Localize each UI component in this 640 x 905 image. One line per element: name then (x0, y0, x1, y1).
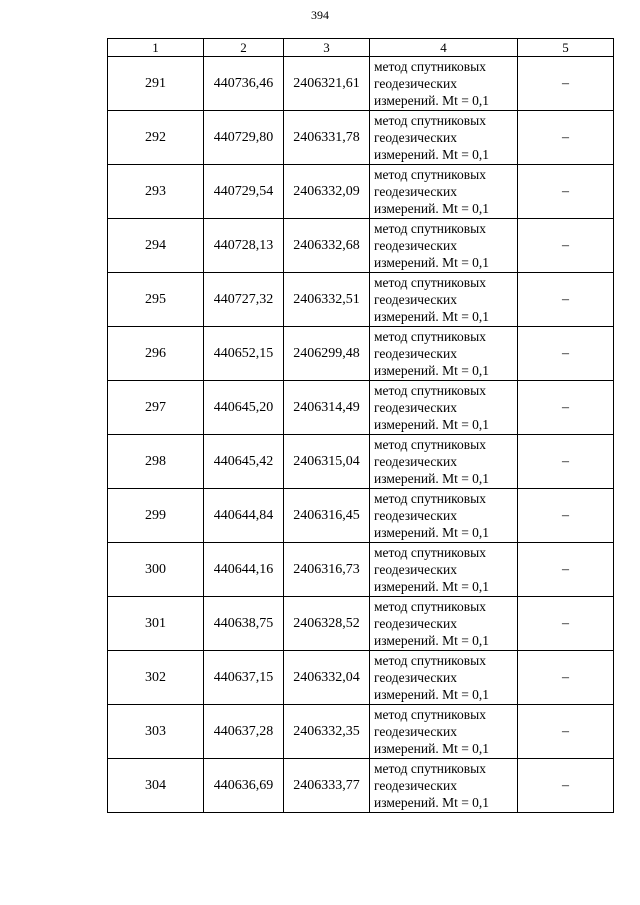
table-row (108, 57, 614, 111)
method-text-line: метод спутниковых (374, 329, 486, 344)
method-text-line: метод спутниковых (374, 707, 486, 722)
method-text-line: метод спутниковых (374, 491, 486, 506)
table-header (108, 39, 614, 57)
point-number-cell: 292 (108, 111, 204, 165)
method-text-line: метод спутниковых (374, 599, 486, 614)
table-row (108, 435, 614, 489)
y-coordinate-cell: 2406315,04 (284, 435, 370, 489)
y-coordinate-cell: 2406332,35 (284, 705, 370, 759)
y-coordinate-cell: 2406331,78 (284, 111, 370, 165)
table-row (108, 381, 614, 435)
method-cell (370, 597, 518, 651)
coordinates-table (107, 38, 614, 813)
method-text-line: геодезических (374, 238, 457, 253)
method-text-line: геодезических (374, 724, 457, 739)
method-cell (370, 57, 518, 111)
column-5-cell: – (518, 435, 614, 489)
method-text-line: измерений. Mt = 0,1 (374, 363, 490, 378)
method-text-line: метод спутниковых (374, 761, 486, 776)
x-coordinate-cell: 440638,75 (204, 597, 284, 651)
point-number-cell: 295 (108, 273, 204, 327)
header-col-1: 1 (108, 39, 204, 57)
column-5-cell: – (518, 57, 614, 111)
column-5-cell: – (518, 165, 614, 219)
method-cell (370, 489, 518, 543)
method-text-line: геодезических (374, 130, 457, 145)
y-coordinate-cell: 2406316,45 (284, 489, 370, 543)
column-5-cell: – (518, 327, 614, 381)
method-text-line: метод спутниковых (374, 437, 486, 452)
column-5-cell: – (518, 273, 614, 327)
method-text-line: геодезических (374, 292, 457, 307)
point-number-cell: 291 (108, 57, 204, 111)
table-row (108, 759, 614, 813)
method-cell (370, 381, 518, 435)
method-text-line: измерений. Mt = 0,1 (374, 795, 490, 810)
page-number: 394 (311, 8, 329, 22)
x-coordinate-cell: 440645,42 (204, 435, 284, 489)
table-row (108, 219, 614, 273)
method-cell (370, 543, 518, 597)
method-cell (370, 705, 518, 759)
point-number-cell: 302 (108, 651, 204, 705)
method-text-line: метод спутниковых (374, 113, 486, 128)
method-text-line: измерений. Mt = 0,1 (374, 309, 490, 324)
method-cell (370, 435, 518, 489)
method-text-line: геодезических (374, 184, 457, 199)
x-coordinate-cell: 440637,28 (204, 705, 284, 759)
method-text-line: геодезических (374, 778, 457, 793)
y-coordinate-cell: 2406333,77 (284, 759, 370, 813)
method-cell (370, 111, 518, 165)
y-coordinate-cell: 2406332,51 (284, 273, 370, 327)
table-row (108, 273, 614, 327)
y-coordinate-cell: 2406332,09 (284, 165, 370, 219)
point-number-cell: 304 (108, 759, 204, 813)
method-cell (370, 165, 518, 219)
x-coordinate-cell: 440644,84 (204, 489, 284, 543)
column-5-cell: – (518, 381, 614, 435)
point-number-cell: 298 (108, 435, 204, 489)
y-coordinate-cell: 2406321,61 (284, 57, 370, 111)
method-cell (370, 651, 518, 705)
method-text-line: геодезических (374, 400, 457, 415)
x-coordinate-cell: 440637,15 (204, 651, 284, 705)
method-text-line: измерений. Mt = 0,1 (374, 633, 490, 648)
column-5-cell: – (518, 705, 614, 759)
table-row (108, 651, 614, 705)
column-5-cell: – (518, 543, 614, 597)
x-coordinate-cell: 440652,15 (204, 327, 284, 381)
method-text-line: геодезических (374, 670, 457, 685)
method-text-line: метод спутниковых (374, 59, 486, 74)
x-coordinate-cell: 440636,69 (204, 759, 284, 813)
method-text-line: геодезических (374, 508, 457, 523)
table-row (108, 705, 614, 759)
method-cell (370, 327, 518, 381)
method-text-line: измерений. Mt = 0,1 (374, 147, 490, 162)
x-coordinate-cell: 440729,80 (204, 111, 284, 165)
y-coordinate-cell: 2406328,52 (284, 597, 370, 651)
x-coordinate-cell: 440728,13 (204, 219, 284, 273)
method-text-line: измерений. Mt = 0,1 (374, 93, 490, 108)
method-text-line: измерений. Mt = 0,1 (374, 201, 490, 216)
header-row (108, 39, 614, 57)
point-number-cell: 297 (108, 381, 204, 435)
x-coordinate-cell: 440727,32 (204, 273, 284, 327)
method-text-line: измерений. Mt = 0,1 (374, 417, 490, 432)
table-row (108, 543, 614, 597)
y-coordinate-cell: 2406314,49 (284, 381, 370, 435)
column-5-cell: – (518, 759, 614, 813)
point-number-cell: 293 (108, 165, 204, 219)
table-body (108, 57, 614, 813)
method-text-line: метод спутниковых (374, 383, 486, 398)
x-coordinate-cell: 440645,20 (204, 381, 284, 435)
x-coordinate-cell: 440729,54 (204, 165, 284, 219)
header-col-3: 3 (284, 39, 370, 57)
y-coordinate-cell: 2406332,04 (284, 651, 370, 705)
method-text-line: геодезических (374, 562, 457, 577)
method-text-line: измерений. Mt = 0,1 (374, 579, 490, 594)
method-text-line: метод спутниковых (374, 275, 486, 290)
point-number-cell: 303 (108, 705, 204, 759)
point-number-cell: 296 (108, 327, 204, 381)
table-row (108, 489, 614, 543)
method-text-line: метод спутниковых (374, 545, 486, 560)
x-coordinate-cell: 440644,16 (204, 543, 284, 597)
method-cell (370, 219, 518, 273)
method-text-line: измерений. Mt = 0,1 (374, 687, 490, 702)
y-coordinate-cell: 2406316,73 (284, 543, 370, 597)
column-5-cell: – (518, 111, 614, 165)
table-row (108, 165, 614, 219)
column-5-cell: – (518, 219, 614, 273)
column-5-cell: – (518, 651, 614, 705)
column-5-cell: – (518, 597, 614, 651)
method-cell (370, 759, 518, 813)
y-coordinate-cell: 2406299,48 (284, 327, 370, 381)
table-row (108, 111, 614, 165)
point-number-cell: 294 (108, 219, 204, 273)
method-text-line: геодезических (374, 616, 457, 631)
method-text-line: геодезических (374, 76, 457, 91)
table-row (108, 597, 614, 651)
method-text-line: измерений. Mt = 0,1 (374, 525, 490, 540)
method-text-line: измерений. Mt = 0,1 (374, 471, 490, 486)
table-row (108, 327, 614, 381)
point-number-cell: 299 (108, 489, 204, 543)
method-text-line: геодезических (374, 454, 457, 469)
method-text-line: метод спутниковых (374, 167, 486, 182)
point-number-cell: 301 (108, 597, 204, 651)
column-5-cell: – (518, 489, 614, 543)
method-text-line: метод спутниковых (374, 221, 486, 236)
method-text-line: измерений. Mt = 0,1 (374, 255, 490, 270)
method-cell (370, 273, 518, 327)
header-col-2: 2 (204, 39, 284, 57)
method-text-line: измерений. Mt = 0,1 (374, 741, 490, 756)
x-coordinate-cell: 440736,46 (204, 57, 284, 111)
y-coordinate-cell: 2406332,68 (284, 219, 370, 273)
point-number-cell: 300 (108, 543, 204, 597)
header-col-5: 5 (518, 39, 614, 57)
method-text-line: метод спутниковых (374, 653, 486, 668)
header-col-4: 4 (370, 39, 518, 57)
method-text-line: геодезических (374, 346, 457, 361)
